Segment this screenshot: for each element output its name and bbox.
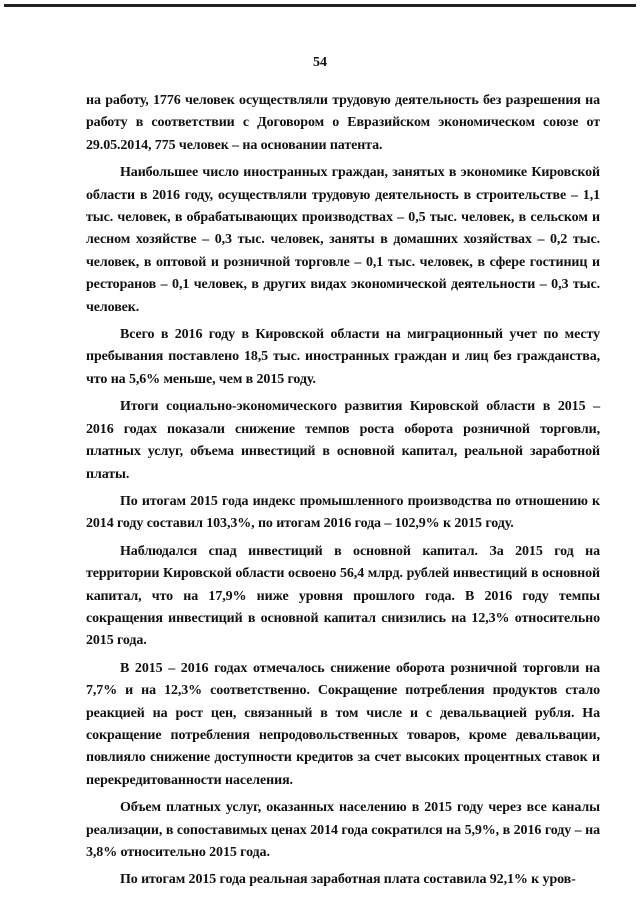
paragraph-9: По итогам 2015 года реальная заработная плата составила 92,1% к уров- <box>120 872 576 888</box>
paragraph-8: Объем платных услуг, оказанных населению в 2015 году через все каналы реализации, в сопоставимых ценах 2014 года сократился на 5,9%, в 2016 году – на 3,8% относительно 2015 года. <box>86 800 600 860</box>
paragraph-6: Наблюдался спад инвестиций в основной капитал. За 2015 год на территории Кировской области освоено 56,4 млрд. рублей инвестиций в основной капитал, что на 17,9% ниже уровня прошлого года. В 2016 году темпы сокращения инвестиций в основной капитал снизились на 12,3% относительно 2015 года. <box>86 543 600 649</box>
paragraph-1: на работу, 1776 человек осуществляли трудовую деятельность без разрешения на работу в соответствии с Договором о Евразийском экономическом союзе от 29.05.2014, 775 человек – на основании патента. <box>86 93 600 153</box>
document-body <box>86 90 600 897</box>
page-number: 54 <box>313 55 327 70</box>
paragraph-5: По итогам 2015 года индекс промышленного производства по отношению к 2014 году составил 103,3%, по итогам 2016 года – 102,9% к 2015 году. <box>86 493 600 532</box>
top-border-line <box>4 4 636 7</box>
paragraph-7: В 2015 – 2016 годах отмечалось снижение оборота розничной торговли на 7,7% и на 12,3% соответственно. Сокращение потребления продуктов стало реакцией на рост цен, связанный в том числе и с девальвацией рубля. На сокращение потребления непродовольственных товаров, кроме девальвации, повлияло снижение доступности кредитов за счет высоких процентных ставок и перекредитованности населения. <box>86 660 600 788</box>
paragraph-4: Итоги социально-экономического развития Кировской области в 2015 – 2016 годах показали снижение темпов роста оборота розничной торговли, платных услуг, объема инвестиций в основной капитал, реальной заработной платы. <box>86 399 600 482</box>
paragraph-2: Наибольшее число иностранных граждан, занятых в экономике Кировской области в 2016 году, осуществляли трудовую деятельность в строительстве – 1,1 тыс. человек, в обрабатывающих производствах – 0,5 тыс. человек, в сельском и лесном хозяйстве – 0,3 тыс. человек, заняты в домашних хозяйствах – 0,2 тыс. человек, в оптовой и розничной торговле – 0,1 тыс. человек, в сфере гостиниц и ресторанов – 0,1 человек, в других видах экономической деятельности – 0,3 тыс. человек. <box>86 165 600 315</box>
paragraph-3: Всего в 2016 году в Кировской области на миграционный учет по месту пребывания поставлено 18,5 тыс. иностранных граждан и лиц без гражданства, что на 5,6% меньше, чем в 2015 году. <box>86 327 600 387</box>
